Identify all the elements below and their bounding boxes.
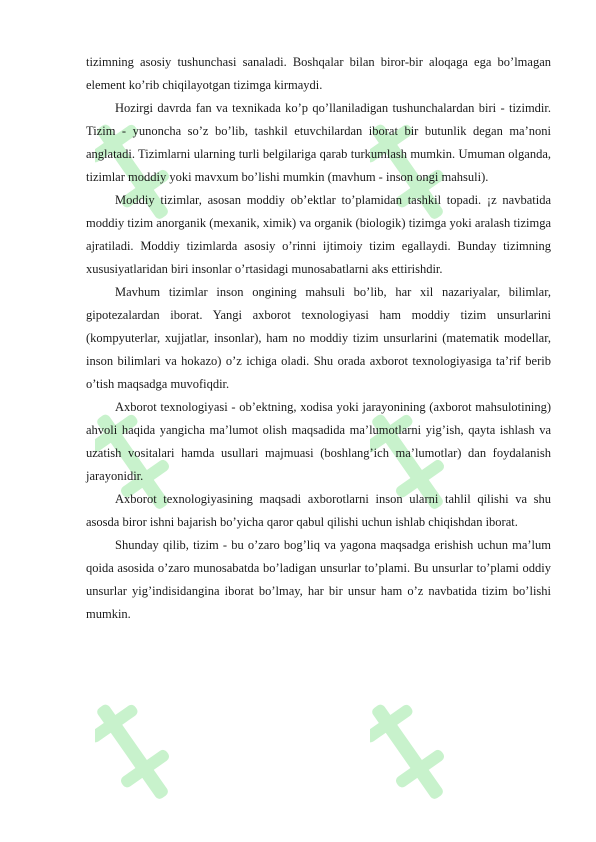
watermark-logo xyxy=(95,690,175,810)
paragraph: Moddiy tizimlar, asosan moddiy ob’ektlar to’plamidan tashkil topadi. ¡z navbatida moddiy tizim anorganik (mexanik, ximik) va organik (biologik) tizimga yoki aralash tizimga ajratiladi. Moddiy tizimlarda asosiy o’rinni ijtimoiy tizim egallaydi. Bunday tizimning xususiyatlaridan biri insonlar o’rtasidagi munosabatlarni aks ettirishdir. xyxy=(86,193,551,276)
paragraph: Axborot texnologiyasining maqsadi axborotlarni inson ularni tahlil qilishi va shu asosda biror ishni bajarish bo’yicha qaror qabul qilishi uchun ishlab chiqishdan iborat. xyxy=(86,492,551,529)
paragraph: Axborot texnologiyasi - ob’ektning, xodisa yoki jarayonining (axborot mahsulotining) ahvoli haqida yangicha ma’lumot olish maqsadida ma’lumotlarni yig’ish, qayta ishlash va uzatish vositalari hamda usullari majmuasi (boshlang’ich ma’lumotlar) dan foydalanish jarayonidir. xyxy=(86,400,551,483)
paragraph: Shunday qilib, tizim - bu o’zaro bog’liq va yagona maqsadga erishish uchun ma’lum qoida asosida o’zaro munosabatda bo’ladigan unsurlar to’plami. Bu unsurlar to’plami oddiy unsurlar yig’indisidangina iborat bo’lmay, har bir unsur ham o’z navbatida tizim bo’lishi mumkin. xyxy=(86,538,551,621)
paragraph: tizimning asosiy tushunchasi sanaladi. Boshqalar bilan biror-bir aloqaga ega bo’lmagan element ko’rib chiqilayotgan tizimga kirmaydi. xyxy=(86,55,551,92)
watermark-logo xyxy=(370,690,450,810)
paragraph: Mavhum tizimlar inson ongining mahsuli bo’lib, har xil nazariyalar, bilimlar, gipotezalardan iborat. Yangi axborot texnologiyasi ham moddiy tizim unsurlarini (kompyuterlar, xujjatlar, insonlar), ham no moddiy tizim unsurlarini (matematik modellar, inson bilimlari va hokazo) o’z ichiga oladi. Shu orada axborot texnologiyasiga ta’rif berib o’tish maqsadga muvofiqdir. xyxy=(86,285,551,391)
body-text xyxy=(86,51,551,626)
paragraph: Hozirgi davrda fan va texnikada ko’p qo’llaniladigan tushunchalardan biri - tizimdir. Tizim - yunoncha so’z bo’lib, tashkil etuvchilardan iborat bir butunlik degan ma’noni anglatadi. Tizimlarni ularning turli belgilariga qarab turkumlash mumkin. Umuman olganda, tizimlar moddiy yoki mavxum bo’lishi mumkin (mavhum - inson ongi mahsuli). xyxy=(86,101,551,184)
